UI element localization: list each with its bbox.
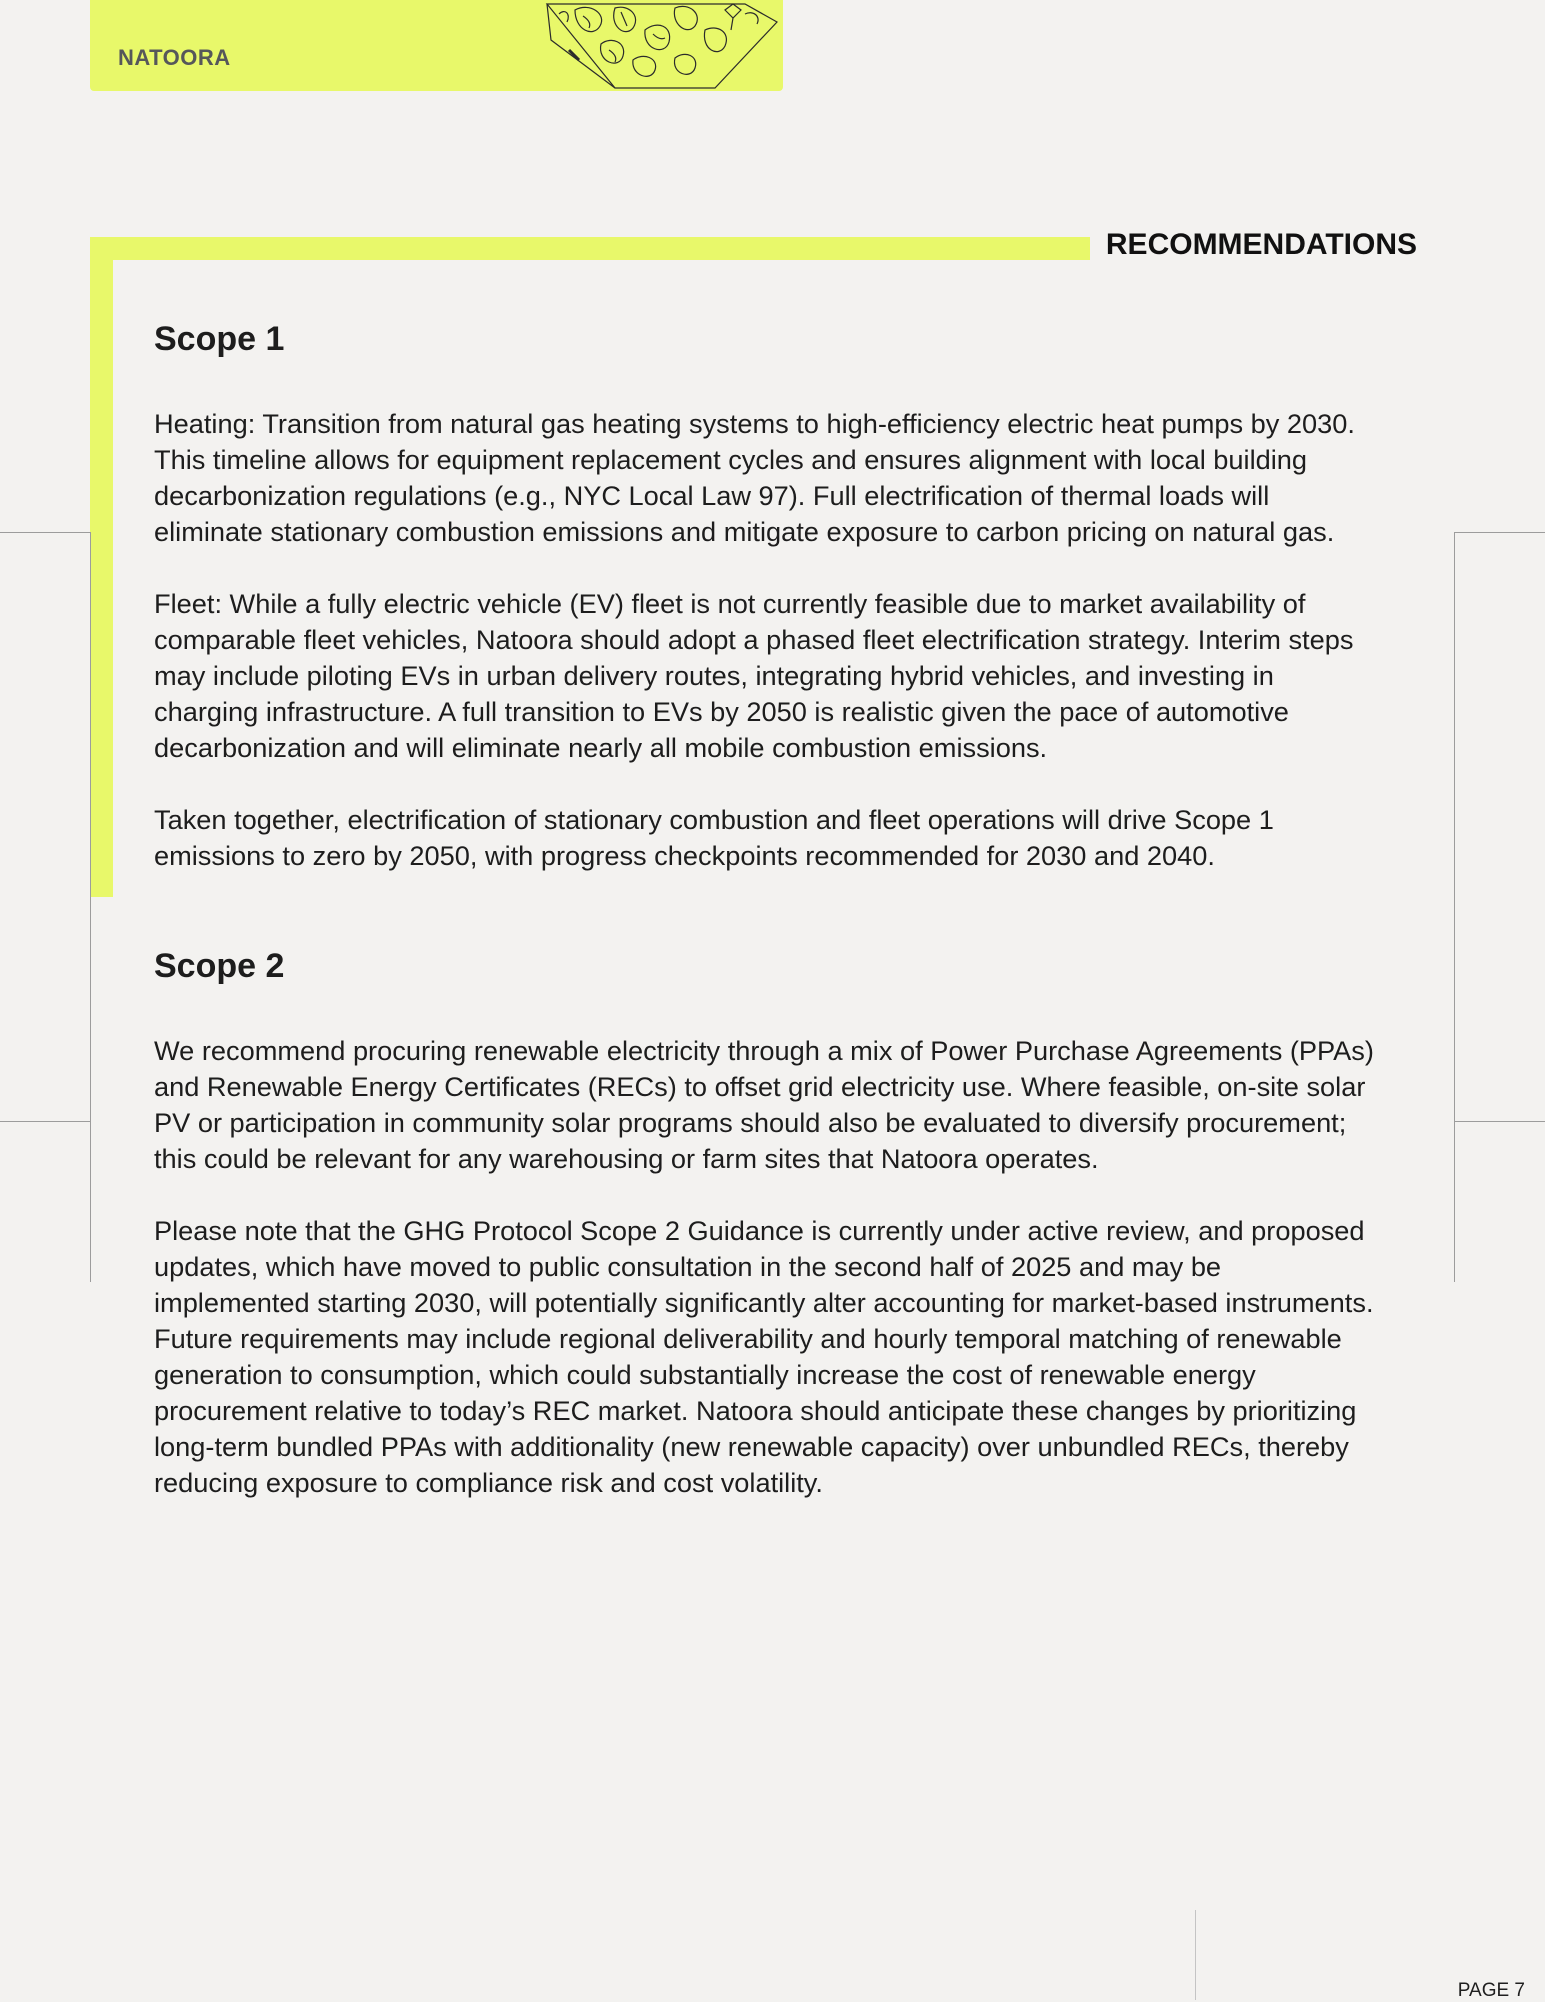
- scope1-fleet-paragraph: Fleet: While a fully electric vehicle (EV) fleet is not currently feasible due to market availability of comparable fleet vehicles, Natoora should adopt a phased fleet electrification strategy. Interim steps may include piloting EVs in urban delivery routes, integrating hybrid vehicles, and investing in charging infrastructure. A full transition to EVs by 2050 is realistic given the pace of automotive decarbonization and will eliminate nearly all mobile combustion emissions.: [154, 588, 1354, 763]
- footer-divider: [1195, 1910, 1196, 2000]
- scope1-heating-paragraph: Heating: Transition from natural gas heating systems to high-efficiency electric heat pumps by 2030. This timeline allows for equipment replacement cycles and ensures alignment with local building decarbonization regulations (e.g., NYC Local Law 97). Full electrification of thermal loads will eliminate stationary combustion emissions and mitigate exposure to carbon pricing on natural gas.: [154, 408, 1355, 547]
- section-accent-side: [90, 237, 113, 897]
- scope2-procurement-paragraph: We recommend procuring renewable electricity through a mix of Power Purchase Agreements (PPAs) and Renewable Energy Certificates (RECs) to offset grid electricity use. Where feasible, on-site solar PV or participation in community solar programs should also be evaluated to diversify procurement; this could be relevant for any warehousing or farm sites that Natoora operates.: [154, 1035, 1374, 1174]
- header-band: [90, 0, 783, 91]
- scope2-guidance-paragraph: Please note that the GHG Protocol Scope 2 Guidance is currently under active review, and proposed updates, which have moved to public consultation in the second half of 2025 and may be implemented starting 2030, will potentially significantly alter accounting for market-based instruments. Future requirements may include regional deliverability and hourly temporal matching of renewable generation to consumption, which could substantially increase the cost of renewable energy procurement relative to today’s REC market. Natoora should anticipate these changes by prioritizing long-term bundled PPAs with additionality (new renewable capacity) over unbundled RECs, thereby reducing exposure to compliance risk and cost volatility.: [154, 1215, 1374, 1498]
- scope1-heading: Scope 1: [154, 320, 285, 358]
- frame-line-right-vertical: [1454, 532, 1455, 1282]
- scope2-heading: Scope 2: [154, 947, 285, 985]
- produce-crate-illustration: [545, 0, 783, 91]
- frame-line-left-top: [0, 532, 90, 533]
- section-title: RECOMMENDATIONS: [1105, 228, 1417, 261]
- scope1-summary-paragraph: Taken together, electrification of stationary combustion and fleet operations will drive Scope 1 emissions to zero by 2050, with progress checkpoints recommended for 2030 and 2040.: [154, 804, 1274, 871]
- recommendations-content: [154, 314, 1384, 1501]
- page-number: PAGE 7: [1457, 1980, 1525, 2001]
- brand-name: NATOORA: [118, 45, 231, 70]
- section-accent-bar: [90, 237, 1090, 260]
- frame-line-right-top: [1454, 532, 1545, 533]
- frame-line-left-vertical: [90, 532, 91, 1282]
- frame-line-left-bottom: [0, 1121, 90, 1122]
- frame-line-right-bottom: [1454, 1121, 1545, 1122]
